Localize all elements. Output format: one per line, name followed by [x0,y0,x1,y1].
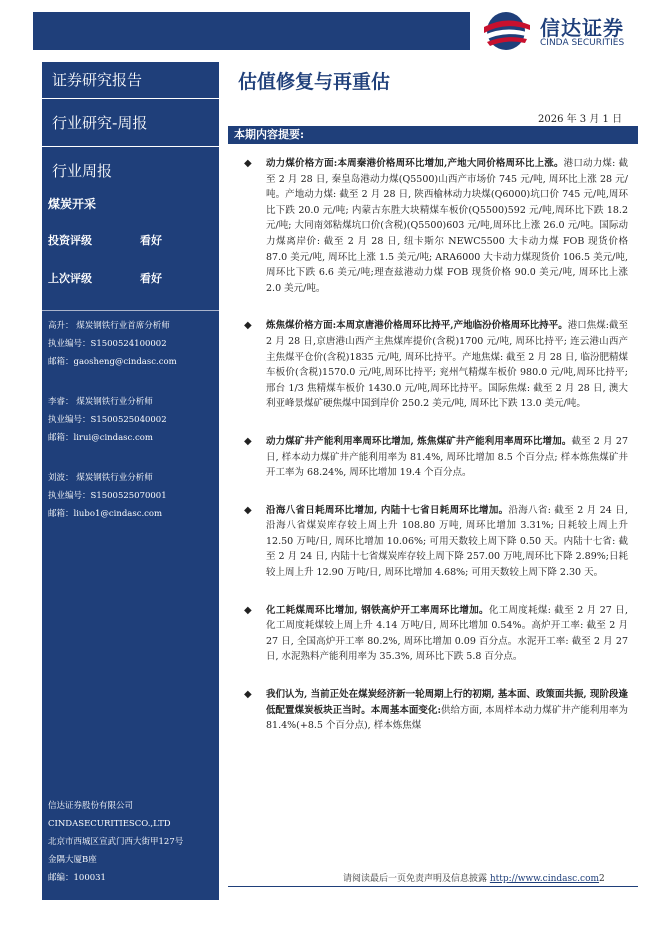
diamond-bullet-icon: ◆ [244,504,252,516]
previous-rating [42,270,219,286]
item-lead: 动力煤矿井产能利用率周环比增加, 炼焦煤矿井产能利用率周环比增加。 [266,435,572,447]
summary-header: 本期内容提要: [228,126,638,144]
analyst-name: 刘波： 煤炭钢铁行业分析师 [48,473,153,483]
item-body: 化工周度耗煤: 截至 2 月 27 日, 化工周度耗煤较上周上升 4.14 万吨/日, 周环比增加 0.54%。高炉开工率: 截至 2 月 27 日, 全国高炉开工率 80.2%, 周环比增加 0.09 百分点。水泥开工率: 截至 2 月 27 日, 水泥熟料产能利用率为 35.3%, 周环比下跌 5.8 百分点。 [266,604,629,663]
analyst-block-2 [42,393,219,447]
list-item [238,687,628,734]
analyst-block-1 [42,317,219,371]
list-item [238,156,628,296]
rating-label: 投资评级 [48,234,92,247]
analyst-name: 李睿： 煤炭钢铁行业分析师 [48,397,153,407]
company-name-en: CINDASECURITIESCO.,LTD [48,819,171,829]
item-lead: 我们认为, 当前正处在煤炭经济新一轮周期上行的初期, 基本面、政策面共振, 现阶段逢低配置煤炭板块正当时。本周基本面变化: [266,689,628,716]
sidebar [42,62,219,900]
sector-name: 煤炭开采 [48,197,97,211]
item-lead: 炼焦煤价格方面:本周京唐港价格周环比持平,产地临汾价格周环比持平。 [266,320,568,332]
analyst-email: 邮箱：lirui@cindasc.com [48,433,153,443]
diamond-bullet-icon: ◆ [244,689,252,701]
header-bar [33,12,470,50]
item-body: 截至 2 月 27 日, 样本动力煤矿井产能利用率为 81.4%, 周环比增加 8.5 个百分点; 样本炼焦煤矿井开工率为 68.24%, 周环比增加 19.4 个百分点。 [266,435,628,479]
diamond-bullet-icon: ◆ [244,604,252,616]
list-item [238,503,628,581]
page-number: 2 [599,874,605,884]
disclaimer-note: 请阅读最后一页免责声明及信息披露 [343,874,490,884]
footer-divider [228,886,638,887]
analyst-block-3 [42,469,219,523]
diamond-bullet-icon: ◆ [244,320,252,332]
cinda-logo [478,10,653,52]
analyst-license: 执业编号：S1500525040002 [48,415,167,425]
analyst-license: 执业编号：S1500524100002 [48,339,167,349]
company-postcode: 邮编：100031 [48,873,106,883]
diamond-bullet-icon: ◆ [244,435,252,447]
report-date: 2026 年 3 月 1 日 [538,114,623,125]
diamond-bullet-icon: ◆ [244,158,252,169]
list-item [238,603,628,665]
list-item [238,318,628,412]
item-lead: 化工耗煤周环比增加, 钢铁高炉开工率周环比增加。 [266,604,489,616]
analyst-name: 高升： 煤炭钢铁行业首席分析师 [48,321,170,331]
research-type: 行业研究-周报 [42,99,219,147]
analyst-email: 邮箱：gaosheng@cindasc.com [48,357,177,367]
page-footer [343,871,605,884]
rating-value: 看好 [140,234,162,247]
list-item [238,434,628,481]
cinda-globe-icon [478,10,534,52]
company-address-2: 金隅大厦B座 [48,855,97,865]
item-body: 沿海八省: 截至 2 月 24 日, 沿海八省煤炭库存较上周上升 108.80 万吨, 周环比增加 3.31%; 日耗较上周上升 12.50 万吨/日, 周环比增加 10.06%; 可用天数较上周下降 0.50 天。内陆十七省: 截至 2 月 24 日, 内陆十七省煤炭库存较上周下降 257.00 万吨,周环比下降 2.89%;日耗较上周上升 12.90 万吨/日, 周环比增加 4.68%; 可用天数较上周下降 2.30 天。 [266,504,628,579]
website-link[interactable]: http://www.cindasc.com [489,874,600,884]
item-lead: 沿海八省日耗周环比增加, 内陆十七省日耗周环比增加。 [266,504,509,516]
prev-rating-value: 看好 [140,272,162,285]
weekly-label: 行业周报 [52,162,113,180]
item-body: 港口动力煤: 截至 2 月 28 日, 秦皇岛港动力煤(Q5500)山西产市场价 745 元/吨, 周环比上涨 28 元/吨。产地动力煤: 截至 2 月 28 日, 陕西榆林动力块煤(Q6000)坑口价 745 元/吨,周环比下跌 20.0 元/吨; 内蒙古东胜大块精煤车板价(Q5500)592 元/吨,周环比下跌 18.2 元/吨; 大同南郊粘煤坑口价(含税)(Q5500)603 元/吨,周环比上涨 26.0 元/吨。国际动力煤离岸价: 截至 2 月 28 日, 纽卡斯尔 NEWC5500 大卡动力煤 FOB 现货价格 87.0 美元/吨, 周环比上涨 1.5 美元/吨; ARA6000 大卡动力煤现货价 106.5 美元/吨, 周环比下跌 6.6 美元/吨;理查兹港动力煤 FOB 现货价格 90.0 美元/吨, 周环比上涨 2.0 美元/吨。 [266,158,628,294]
company-info [48,797,183,887]
company-address: 北京市西城区宣武门西大街甲127号 [48,837,184,847]
summary-content [238,156,628,734]
sidebar-divider [42,310,219,311]
item-lead: 动力煤价格方面:本周秦港价格周环比增加,产地大同价格周环比上涨。 [266,158,564,169]
analyst-email: 邮箱：liubo1@cindasc.com [48,509,163,519]
item-body: 供给方面, 本周样本动力煤矿井产能利用率为 81.4%(+8.5 个百分点), 样本炼焦煤 [266,704,628,732]
report-type: 证券研究报告 [42,62,219,99]
prev-rating-label: 上次评级 [48,272,92,285]
analyst-license: 执业编号：S1500525070001 [48,491,167,501]
logo-en-text: CINDA SECURITIES [540,38,625,48]
company-name: 信达证券股份有限公司 [48,801,134,811]
investment-rating [42,232,219,248]
logo-cn-text: 信达证券 [540,16,624,40]
page-title: 估值修复与再重估 [238,71,391,93]
item-body: 港口焦煤:截至 2 月 28 日,京唐港山西产主焦煤库提价(含税)1700 元/吨, 周环比持平; 连云港山西产主焦煤平仓价(含税)1835 元/吨, 周环比持平。产地焦煤: 截至 2 月 28 日, 临汾肥精煤车板价(含税)1570.0 元/吨,周环比持平; 兖州气精煤车板价 980.0 元/吨,周环比持平; 邢台 1/3 焦精煤车板价 1430.0 元/吨,周环比持平。国际焦煤: 截至 2 月 28 日, 澳大利亚峰景煤矿硬焦煤中国到岸价 250.2 美元/吨, 周环比下跌 13.0 美元/吨。 [266,320,628,410]
